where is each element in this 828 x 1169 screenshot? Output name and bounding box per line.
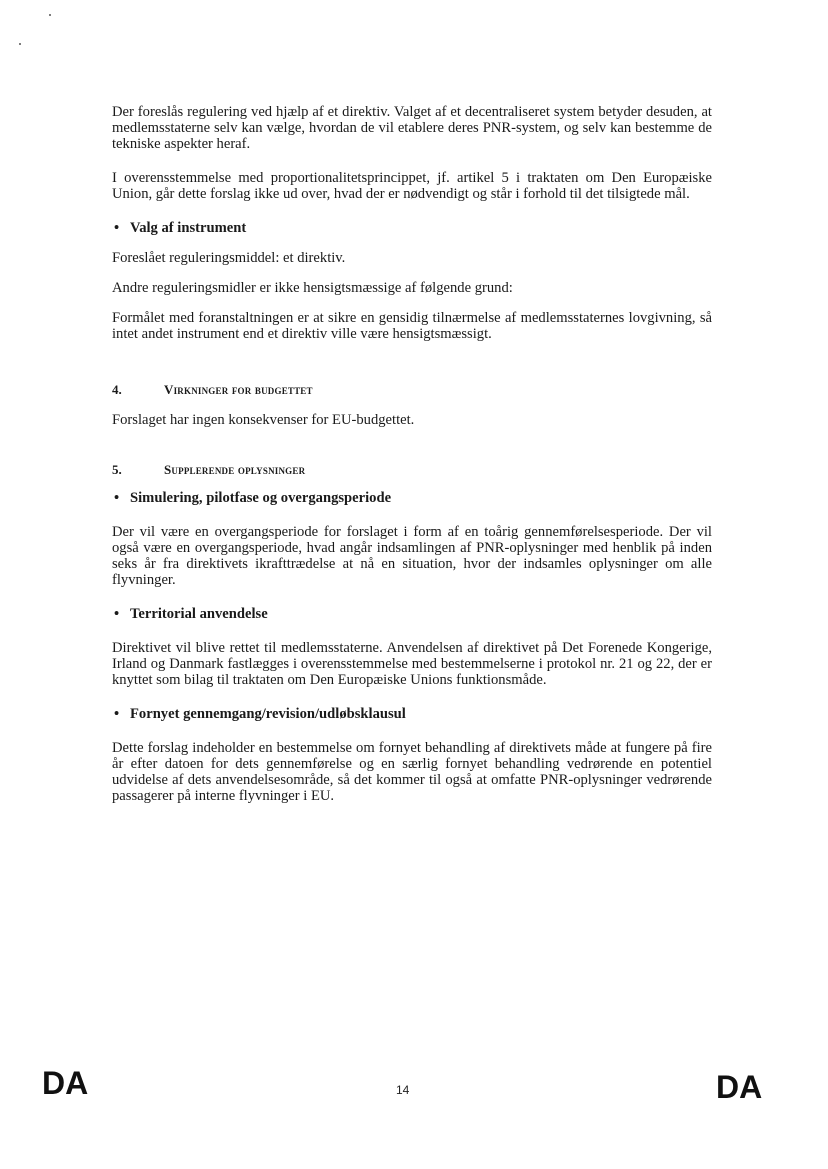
- bullet-heading-instrument: [112, 220, 712, 236]
- scan-speck: [49, 14, 51, 16]
- bullet-heading-simulation: [112, 490, 712, 506]
- footer-language-right: DA: [716, 1069, 763, 1105]
- bullet-icon: •: [114, 606, 120, 622]
- bullet-heading-territorial: [112, 606, 712, 622]
- document-body: [112, 104, 712, 804]
- section-number: 5.: [112, 462, 122, 477]
- bullet-heading-label: Territorial anvendelse: [130, 606, 268, 622]
- paragraph-budget: Forslaget har ingen konsekvenser for EU-budgettet.: [112, 412, 415, 428]
- section-title: Virkninger for budgettet: [164, 382, 313, 397]
- page-number: 14: [396, 1083, 410, 1097]
- section-title: Supplerende oplysninger: [164, 462, 306, 477]
- section-heading-supplementary: [112, 462, 712, 478]
- paragraph-transition: Der vil være en overgangsperiode for forslaget i form af en toårig gennemførelsesperiode. Der vil også være en overgangsperiode, hvad angår indsamlingen af PNR-oplysninger med henblik på inden seks år fra direktivets ikrafttrædelse at nå en situation, hvor der indsamles oplysninger om alle flyvninger.: [112, 524, 712, 588]
- bullet-icon: •: [114, 490, 120, 506]
- paragraph-proportionality: I overensstemmelse med proportionalitetsprincippet, jf. artikel 5 i traktaten om Den Europæiske Union, går dette forslag ikke ud over, hvad der er nødvendigt og står i forhold til det tilsigtede mål.: [112, 170, 712, 202]
- section-heading-budget: [112, 382, 712, 398]
- paragraph-decentralised-system: Der foreslås regulering ved hjælp af et direktiv. Valget af et decentraliseret system betyder desuden, at medlemsstaterne selv kan vælge, hvordan de vil etablere deres PNR-system, og selv kan bestemme de tekniske aspekter heraf.: [112, 104, 712, 152]
- paragraph-purpose: Formålet med foranstaltningen er at sikre en gensidig tilnærmelse af medlemsstaternes lovgivning, så intet andet instrument end et direktiv ville være hensigtsmæssigt.: [112, 310, 712, 342]
- bullet-heading-label: Valg af instrument: [130, 220, 247, 236]
- paragraph-territorial: Direktivet vil blive rettet til medlemsstaterne. Anvendelsen af direktivet på Det Forenede Kongerige, Irland og Danmark fastlægges i overensstemmelse med bestemmelserne i protokol nr. 21 og 22, der er knyttet som bilag til traktaten om Den Europæiske Unions funktionsmåde.: [112, 640, 712, 688]
- paragraph-review: Dette forslag indeholder en bestemmelse om fornyet behandling af direktivets måde at fungere på fire år efter datoen for dets gennemførelse og en særlig fornyet behandling vedrørende en potentiel udvidelse af dets anvendelsesområde, så det kommer til også at omfatte PNR-oplysninger vedrørende passagerer på interne flyvninger i EU.: [112, 740, 712, 804]
- scan-speck: [19, 43, 21, 45]
- bullet-heading-review: [112, 706, 712, 722]
- bullet-icon: •: [114, 220, 120, 236]
- paragraph-other-instruments: Andre reguleringsmidler er ikke hensigtsmæssige af følgende grund:: [112, 280, 513, 296]
- bullet-heading-label: Simulering, pilotfase og overgangsperiode: [130, 490, 392, 506]
- bullet-heading-label: Fornyet gennemgang/revision/udløbsklausul: [130, 706, 406, 722]
- paragraph-proposed-instrument: Foreslået reguleringsmiddel: et direktiv.: [112, 250, 346, 266]
- footer-language-left: DA: [42, 1065, 89, 1101]
- bullet-icon: •: [114, 706, 120, 722]
- section-number: 4.: [112, 382, 122, 397]
